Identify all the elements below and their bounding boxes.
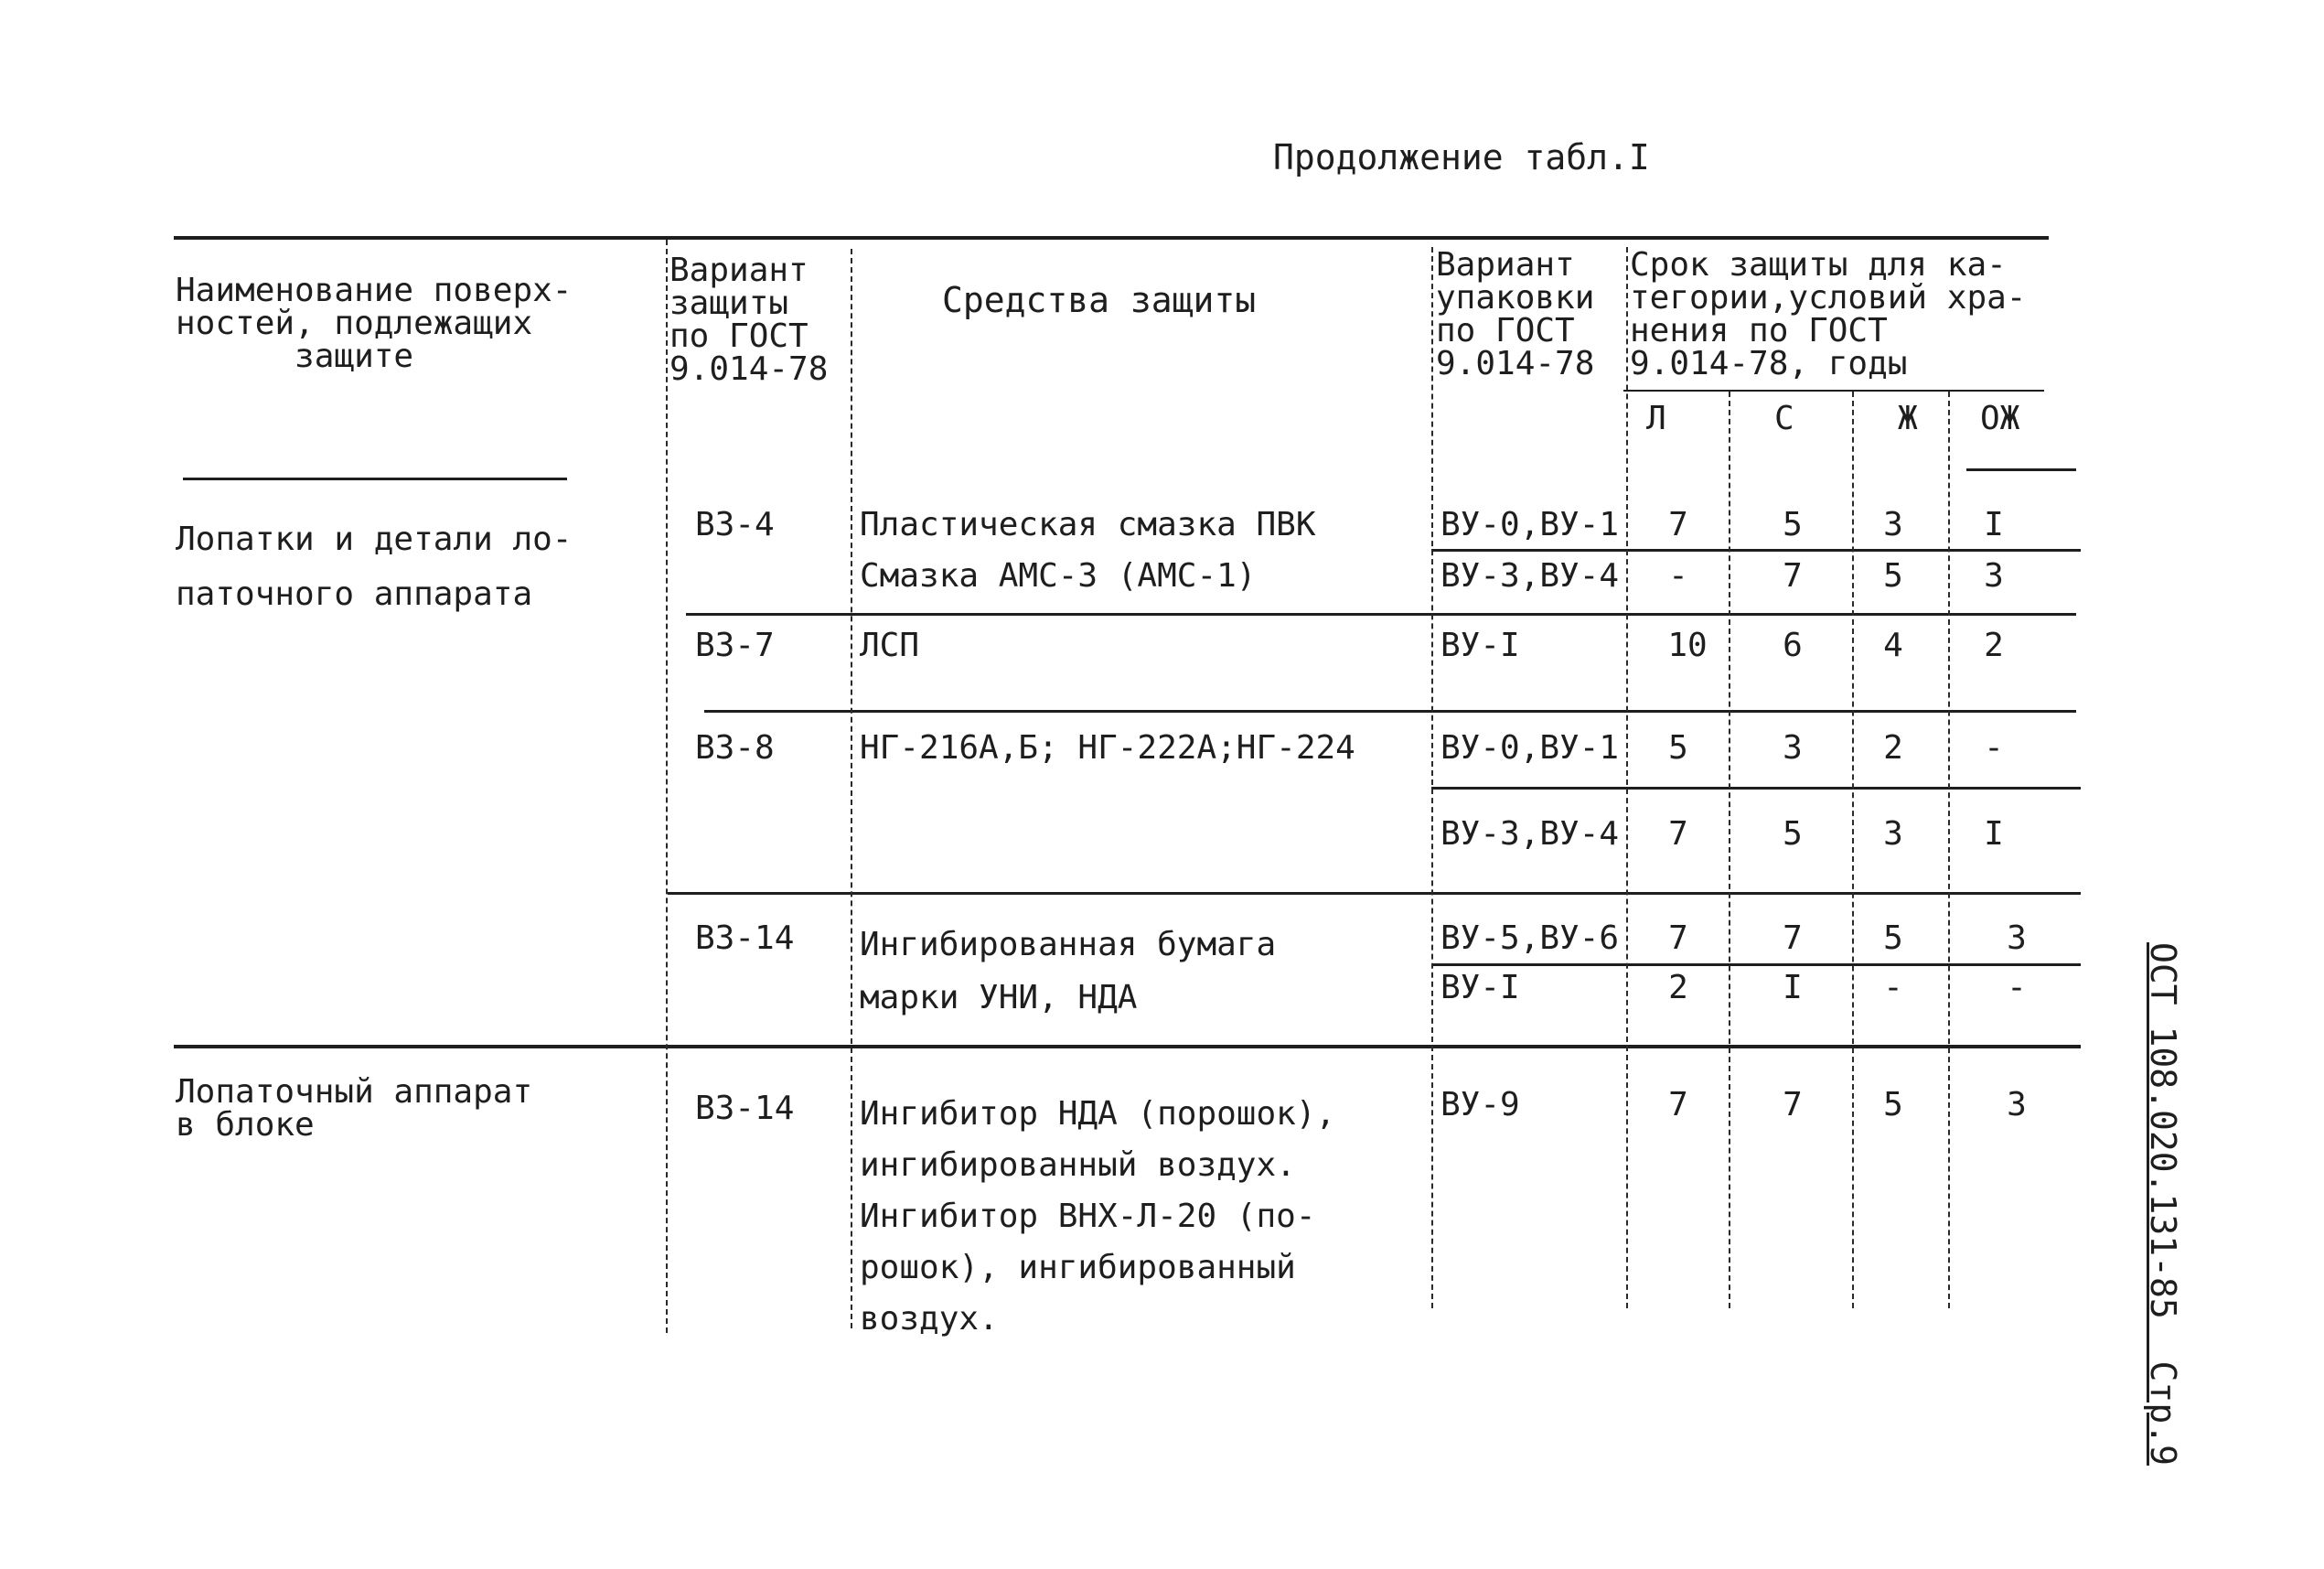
section-1-surface: Лопатки и детали ло- паточного аппарата	[176, 521, 573, 613]
row2-s: 6	[1783, 627, 1803, 664]
row3b-s: 5	[1783, 815, 1803, 853]
header-cat-ozh: ОЖ	[1980, 400, 2020, 437]
row1a-packaging: ВУ-0,ВУ-1	[1440, 506, 1620, 543]
side-stamp: ОСТ 108.020.131-85 Стр.9	[2143, 942, 2183, 1466]
row3a-l: 5	[1668, 729, 1688, 767]
row4b-l: 2	[1668, 969, 1688, 1006]
row-rule-2	[686, 613, 2076, 616]
row3a-s: 3	[1783, 729, 1803, 767]
row4a-packaging: ВУ-5,ВУ-6	[1440, 919, 1620, 957]
row1b-zh: 5	[1883, 557, 1903, 595]
row-rule-4	[1431, 787, 2081, 790]
header-sub-rule	[1623, 390, 2044, 392]
row3b-packaging: ВУ-3,ВУ-4	[1440, 815, 1620, 853]
row4a-s: 7	[1783, 919, 1803, 957]
row-rule-3	[704, 710, 2076, 713]
row4-variant: ВЗ-14	[695, 919, 795, 957]
table-caption: Продолжение табл.I	[1273, 137, 1650, 177]
row2-l: 10	[1667, 627, 1708, 664]
col-divider-5	[1729, 392, 1730, 1308]
row-rule-5	[668, 892, 2081, 895]
row1-means-b: Смазка АМС-3 (АМС-1)	[860, 557, 1257, 595]
row4a-zh: 5	[1883, 919, 1903, 957]
col-divider-7	[1948, 392, 1950, 1308]
row5-s: 7	[1783, 1086, 1803, 1123]
row4-means: Ингибированная бумага марки УНИ, НДА	[860, 926, 1277, 1016]
row2-zh: 4	[1883, 627, 1903, 664]
row4a-ozh: 3	[2007, 919, 2027, 957]
table-top-rule	[174, 236, 2049, 240]
col-divider-1	[666, 240, 668, 1333]
header-bottom-rule-right	[1966, 468, 2076, 471]
row4b-s: I	[1783, 969, 1803, 1006]
row5-l: 7	[1668, 1086, 1688, 1123]
row5-variant: ВЗ-14	[695, 1090, 795, 1127]
header-variant: Вариант защиты по ГОСТ 9.014-78	[669, 252, 829, 388]
col-divider-2	[851, 249, 852, 1328]
row2-ozh: 2	[1984, 627, 2004, 664]
header-bottom-rule-left	[183, 478, 567, 480]
row4b-packaging: ВУ-I	[1440, 969, 1520, 1006]
row1a-l: 7	[1668, 506, 1688, 543]
row-rule-1	[1431, 549, 2081, 552]
col-divider-6	[1852, 392, 1854, 1308]
row1-variant: ВЗ-4	[695, 506, 775, 543]
row2-means: ЛСП	[860, 627, 920, 664]
row3-means: НГ-216А,Б; НГ-222А;НГ-224	[860, 729, 1355, 767]
row5-ozh: 3	[2007, 1086, 2027, 1123]
row5-means: Ингибитор НДА (порошок), ингибированный воздух. Ингибитор ВНХ-Л-20 (по- рошок), ингибированный воздух.	[860, 1095, 1336, 1338]
row4b-zh: -	[1883, 969, 1903, 1006]
row5-zh: 5	[1883, 1086, 1903, 1123]
section-2-surface: Лопаточный аппарат в блоке	[176, 1073, 533, 1144]
row1-means-a: Пластическая смазка ПВК	[860, 506, 1316, 543]
row2-variant: ВЗ-7	[695, 627, 775, 664]
col-divider-4	[1626, 247, 1628, 1308]
row1a-ozh: I	[1984, 506, 2004, 543]
row1b-s: 7	[1783, 557, 1803, 595]
row4a-l: 7	[1668, 919, 1688, 957]
row3b-zh: 3	[1883, 815, 1903, 853]
header-packaging: Вариант упаковки по ГОСТ 9.014-78	[1436, 246, 1595, 382]
row3a-ozh: -	[1984, 729, 2004, 767]
row2-packaging: ВУ-I	[1440, 627, 1520, 664]
row-rule-6	[1431, 963, 2081, 966]
header-cat-zh: Ж	[1898, 400, 1918, 437]
row1a-s: 5	[1783, 506, 1803, 543]
section-rule	[174, 1045, 2081, 1048]
row3b-ozh: I	[1984, 815, 2004, 853]
row1a-zh: 3	[1883, 506, 1903, 543]
header-term: Срок защиты для ка- тегории,условий хра- нения по ГОСТ 9.014-78, годы	[1630, 246, 2027, 382]
header-cat-l: Л	[1646, 400, 1666, 437]
row3a-packaging: ВУ-0,ВУ-1	[1440, 729, 1620, 767]
row3b-l: 7	[1668, 815, 1688, 853]
row1b-ozh: 3	[1984, 557, 2004, 595]
row4b-ozh: -	[2007, 969, 2027, 1006]
row3-variant: ВЗ-8	[695, 729, 775, 767]
header-means: Средства защиты	[942, 280, 1257, 320]
row5-packaging: ВУ-9	[1440, 1086, 1520, 1123]
row1b-l: -	[1668, 557, 1688, 595]
row3a-zh: 2	[1883, 729, 1903, 767]
header-surface: Наименование поверх- ностей, подлежащих защите	[176, 272, 573, 375]
row1b-packaging: ВУ-3,ВУ-4	[1440, 557, 1620, 595]
col-divider-3	[1431, 247, 1433, 1308]
header-cat-s: С	[1774, 400, 1794, 437]
